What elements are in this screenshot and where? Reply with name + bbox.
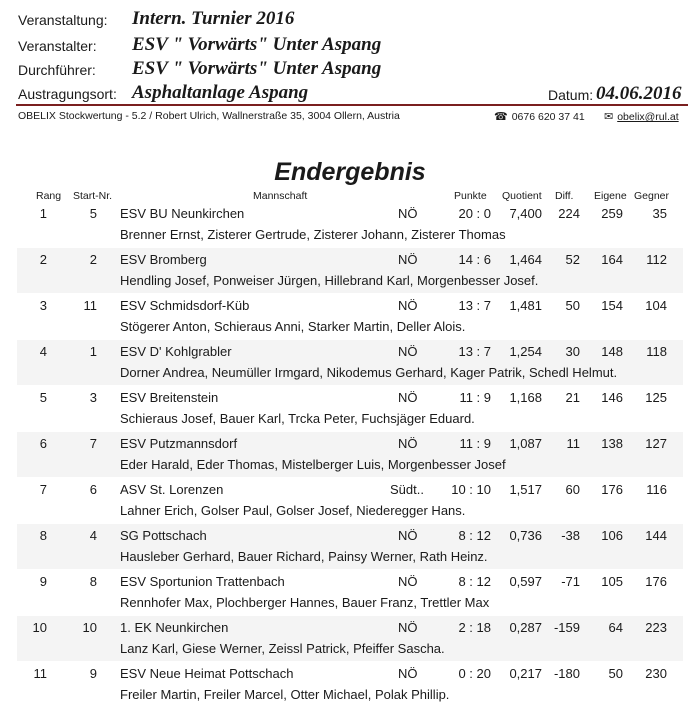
- gegner-cell: 144: [645, 528, 667, 543]
- points-cell: 11 : 9: [459, 390, 491, 405]
- table-row: [17, 524, 683, 569]
- region-cell: NÖ: [398, 620, 418, 635]
- email-contact[interactable]: [604, 110, 679, 123]
- start-cell: 11: [83, 298, 97, 313]
- gegner-cell: 223: [645, 620, 667, 635]
- eigene-cell: 146: [601, 390, 623, 405]
- points-cell: 8 : 12: [458, 574, 491, 589]
- team-members: Freiler Martin, Freiler Marcel, Otter Michael, Polak Phillip.: [120, 687, 450, 702]
- eigene-cell: 259: [601, 206, 623, 221]
- start-cell: 6: [89, 482, 97, 497]
- diff-cell: 50: [565, 298, 580, 313]
- col-header-gegner: Gegner: [634, 190, 670, 202]
- diff-cell: -71: [561, 574, 580, 589]
- diff-cell: 11: [566, 436, 580, 451]
- gegner-cell: 104: [645, 298, 667, 313]
- team-cell: ESV Breitenstein: [120, 390, 219, 405]
- region-cell: NÖ: [398, 666, 418, 681]
- rank-cell: 3: [39, 298, 47, 313]
- col-header-diff: Diff.: [555, 190, 574, 202]
- points-cell: 14 : 6: [458, 252, 491, 267]
- quotient-cell: 1,254: [509, 344, 542, 359]
- points-cell: 2 : 18: [458, 620, 491, 635]
- gegner-cell: 176: [645, 574, 667, 589]
- region-cell: NÖ: [398, 574, 418, 589]
- gegner-cell: 230: [645, 666, 667, 681]
- quotient-cell: 0,287: [509, 620, 542, 635]
- table-row: [17, 340, 683, 385]
- region-cell: NÖ: [398, 390, 418, 405]
- team-members: Rennhofer Max, Plochberger Hannes, Bauer Franz, Trettler Max: [120, 595, 490, 610]
- start-cell: 9: [89, 666, 97, 681]
- eigene-cell: 148: [601, 344, 623, 359]
- rank-cell: 4: [39, 344, 47, 359]
- eigene-cell: 154: [601, 298, 623, 313]
- rank-cell: 6: [39, 436, 47, 451]
- table-row: [17, 386, 683, 431]
- eigene-cell: 105: [601, 574, 623, 589]
- gegner-cell: 125: [645, 390, 667, 405]
- gegner-cell: 127: [645, 436, 667, 451]
- points-cell: 10 : 10: [451, 482, 491, 497]
- team-cell: ESV Sportunion Trattenbach: [120, 574, 285, 589]
- rank-cell: 8: [39, 528, 47, 543]
- region-cell: Südt..: [390, 482, 424, 497]
- table-row: [17, 202, 683, 247]
- diff-cell: 52: [565, 252, 580, 267]
- table-row: [17, 662, 683, 707]
- team-cell: ESV Putzmannsdorf: [120, 436, 238, 451]
- start-cell: 2: [89, 252, 97, 267]
- veranstaltung-label: Veranstaltung:: [18, 12, 108, 28]
- start-cell: 5: [89, 206, 97, 221]
- team-members: Lanz Karl, Giese Werner, Zeissl Patrick, Pfeiffer Sascha.: [120, 641, 445, 656]
- points-cell: 20 : 0: [458, 206, 491, 221]
- table-row: [17, 432, 683, 477]
- team-members: Hendling Josef, Ponweiser Jürgen, Hillebrand Karl, Morgenbesser Josef.: [120, 273, 539, 288]
- region-cell: NÖ: [398, 344, 418, 359]
- col-header-mannschaft: Mannschaft: [253, 190, 308, 202]
- quotient-cell: 7,400: [509, 206, 542, 221]
- table-row: [17, 616, 683, 661]
- rank-cell: 11: [33, 666, 47, 681]
- header-divider: [16, 104, 688, 106]
- phone-number: 0676 620 37 41: [511, 111, 585, 123]
- quotient-cell: 0,736: [509, 528, 542, 543]
- diff-cell: -180: [553, 666, 580, 681]
- rank-cell: 7: [39, 482, 47, 497]
- team-members: Stögerer Anton, Schieraus Anni, Starker Martin, Deller Alois.: [120, 319, 466, 334]
- quotient-cell: 1,168: [509, 390, 542, 405]
- region-cell: NÖ: [398, 298, 418, 313]
- region-cell: NÖ: [398, 206, 418, 221]
- table-row: [17, 478, 683, 523]
- start-cell: 8: [89, 574, 97, 589]
- points-cell: 13 : 7: [458, 298, 491, 313]
- rank-cell: 1: [39, 206, 47, 221]
- datum-label: Datum:: [548, 87, 594, 103]
- diff-cell: -38: [561, 528, 580, 543]
- quotient-cell: 1,087: [509, 436, 542, 451]
- diff-cell: 224: [558, 206, 580, 221]
- gegner-cell: 112: [646, 252, 667, 267]
- team-members: Dorner Andrea, Neumüller Irmgard, Nikodemus Gerhard, Kager Patrik, Schedl Helmut.: [120, 365, 618, 380]
- info-line: [18, 110, 688, 124]
- austragungsort-label: Austragungsort:: [18, 86, 117, 102]
- team-members: Lahner Erich, Golser Paul, Golser Josef, Niederegger Hans.: [120, 503, 466, 518]
- datum-value: 04.06.2016: [596, 83, 682, 104]
- quotient-cell: 0,597: [509, 574, 542, 589]
- region-cell: NÖ: [398, 436, 418, 451]
- phone-icon: ☎: [494, 111, 508, 123]
- team-cell: SG Pottschach: [120, 528, 207, 543]
- diff-cell: 60: [565, 482, 580, 497]
- mail-icon: ✉: [604, 111, 614, 123]
- results-table: [17, 202, 683, 708]
- durchfuehrer-value: ESV " Vorwärts" Unter Aspang: [132, 58, 382, 79]
- team-cell: 1. EK Neunkirchen: [120, 620, 229, 635]
- table-row: [17, 248, 683, 293]
- quotient-cell: 1,464: [509, 252, 542, 267]
- diff-cell: 21: [565, 390, 580, 405]
- diff-cell: -159: [553, 620, 580, 635]
- phone-contact: [494, 110, 585, 123]
- col-header-quotient: Quotient: [502, 190, 542, 202]
- team-members: Brenner Ernst, Zisterer Gertrude, Zisterer Johann, Zisterer Thomas: [120, 227, 506, 242]
- col-header-rang: Rang: [36, 190, 62, 202]
- rank-cell: 9: [39, 574, 47, 589]
- quotient-cell: 1,481: [509, 298, 542, 313]
- points-cell: 8 : 12: [458, 528, 491, 543]
- team-cell: ESV Bromberg: [120, 252, 207, 267]
- start-cell: 7: [89, 436, 97, 451]
- col-header-start: Start-Nr.: [73, 190, 113, 202]
- rank-cell: 10: [32, 620, 47, 635]
- region-cell: NÖ: [398, 528, 418, 543]
- team-cell: ESV Neue Heimat Pottschach: [120, 666, 294, 681]
- team-cell: ESV BU Neunkirchen: [120, 206, 245, 221]
- team-cell: ASV St. Lorenzen: [120, 482, 224, 497]
- email-address[interactable]: obelix@rul.at: [617, 111, 679, 123]
- team-cell: ESV Schmidsdorf-Küb: [120, 298, 250, 313]
- eigene-cell: 164: [601, 252, 623, 267]
- start-cell: 1: [89, 344, 97, 359]
- gegner-cell: 118: [646, 344, 667, 359]
- rank-cell: 5: [39, 390, 47, 405]
- team-members: Hausleber Gerhard, Bauer Richard, Painsy Werner, Rath Heinz.: [120, 549, 488, 564]
- software-credit: OBELIX Stockwertung - 5.2 / Robert Ulrich, Wallnerstraße 35, 3004 Ollern, Austria: [18, 110, 400, 122]
- veranstalter-value: ESV " Vorwärts" Unter Aspang: [132, 34, 382, 55]
- veranstalter-label: Veranstalter:: [18, 38, 97, 54]
- page-title: Endergebnis: [274, 158, 426, 186]
- team-members: Eder Harald, Eder Thomas, Mistelberger Luis, Morgenbesser Josef: [120, 457, 506, 472]
- points-cell: 11 : 9: [459, 436, 491, 451]
- eigene-cell: 64: [608, 620, 623, 635]
- table-row: [17, 294, 683, 339]
- gegner-cell: 35: [652, 206, 667, 221]
- points-cell: 13 : 7: [458, 344, 491, 359]
- start-cell: 4: [89, 528, 97, 543]
- eigene-cell: 106: [601, 528, 623, 543]
- austragungsort-value: Asphaltanlage Aspang: [132, 82, 309, 103]
- col-header-eigene: Eigene: [594, 190, 627, 202]
- team-members: Schieraus Josef, Bauer Karl, Trcka Peter, Fuchsjäger Eduard.: [120, 411, 475, 426]
- col-header-punkte: Punkte: [454, 190, 487, 202]
- veranstaltung-value: Intern. Turnier 2016: [132, 8, 295, 29]
- region-cell: NÖ: [398, 252, 418, 267]
- team-cell: ESV D' Kohlgrabler: [120, 344, 232, 359]
- start-cell: 3: [89, 390, 97, 405]
- start-cell: 10: [82, 620, 97, 635]
- quotient-cell: 0,217: [509, 666, 542, 681]
- quotient-cell: 1,517: [509, 482, 542, 497]
- eigene-cell: 138: [601, 436, 623, 451]
- diff-cell: 30: [565, 344, 580, 359]
- eigene-cell: 50: [608, 666, 623, 681]
- table-row: [17, 570, 683, 615]
- eigene-cell: 176: [601, 482, 623, 497]
- points-cell: 0 : 20: [458, 666, 491, 681]
- gegner-cell: 116: [646, 482, 667, 497]
- rank-cell: 2: [39, 252, 47, 267]
- durchfuehrer-label: Durchführer:: [18, 62, 96, 78]
